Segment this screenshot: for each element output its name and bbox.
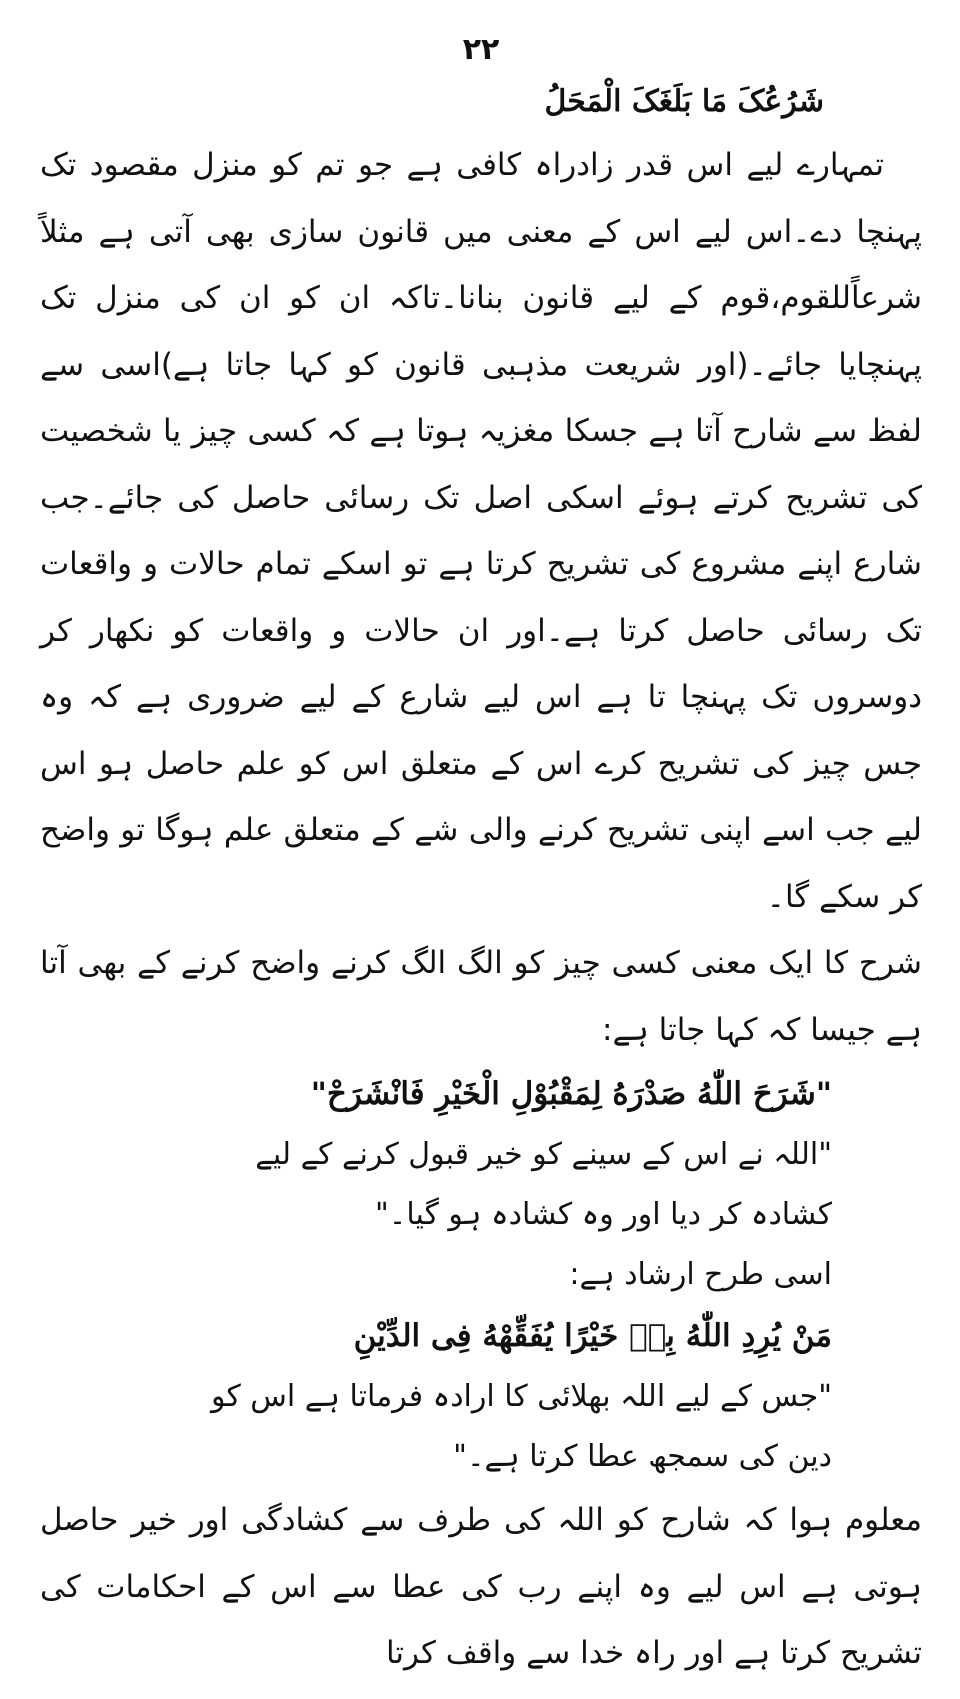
paragraph-3: معلوم ہوا کہ شارح کو اللہ کی طرف سے کشادگی اور خیر حاصل ہوتی ہے اس لیے وہ اپنے رب کی عطا سے اس کے احکامات کی تشریح کرتا ہے اور راہ خدا سے واقف کرتا (40, 1502, 922, 1671)
quote-2-translation: "جس کے لیے اللہ بھلائی کا ارادہ فرماتا ہے اس کو دین کی سمجھ عطا کرتا ہے۔" (210, 1379, 832, 1474)
paragraph-1: تمہارے لیے اس قدر زادراہ کافی ہے جو تم کو منزل مقصود تک پہنچا دے۔اس لیے اس کے معنی میں قانون سازی بھی آتی ہے مثلاً شرعاًللقوم،قوم کے لیے قانون بنانا۔تاکہ ان کو ان کی منزل تک پہنچایا جائے۔(اور شریعت مذہبی قانون کو کہا جاتا ہے)اسی سے لفظ سے شارح آتا ہے جسکا مغزیہ ہوتا ہے کہ کسی چیز یا شخصیت کی تشریح کرتے ہوئے اسکی اصل تک رسائی حاصل کی جائے۔جب شارع اپنے مشروع کی تشریح کرتا ہے تو اسکے تمام حالات و واقعات تک رسائی حاصل کرتا ہے۔اور ان حالات و واقعات کو نکھار کر دوسروں تک پہنچا تا ہے اس لیے شارع کے لیے ضروری ہے کہ وہ جس چیز کی تشریح کرے اس کے متعلق اس کو علم حاصل ہو اس لیے جب اسے اپنی تشریح کرنے والی شے کے متعلق علم ہوگا تو واضح کر سکے گا۔ (40, 147, 922, 915)
transition-line: اسی طرح ارشاد ہے: (569, 1257, 832, 1292)
paragraph-2: شرح کا ایک معنی کسی چیز کو الگ الگ کرنے واضح کرنے کے بھی آتا ہے جیسا کہ کہا جاتا ہے: (40, 945, 922, 1048)
heading-ayah: شَرُعُکَ مَا بَلَغَکَ الْمَحَلُ (544, 84, 824, 119)
arabic-quote-1: "شَرَحَ اللّٰهُ صَدْرَهُ لِمَقْبُوْلِ الْخَيْرِ فَانْشَرَحْ" (310, 1076, 832, 1112)
quote-1-translation: "اللہ نے اس کے سینے کو خیر قبول کرنے کے لیے کشادہ کر دیا اور وہ کشادہ ہو گیا۔" (255, 1137, 832, 1232)
arabic-quote-2: مَنْ يُرِدِ اللّٰهُ بِهٖ خَيْرًا يُفَقِّهْهُ فِى الدِّيْنِ (353, 1318, 832, 1354)
page-number: ۲۲ (462, 32, 500, 67)
